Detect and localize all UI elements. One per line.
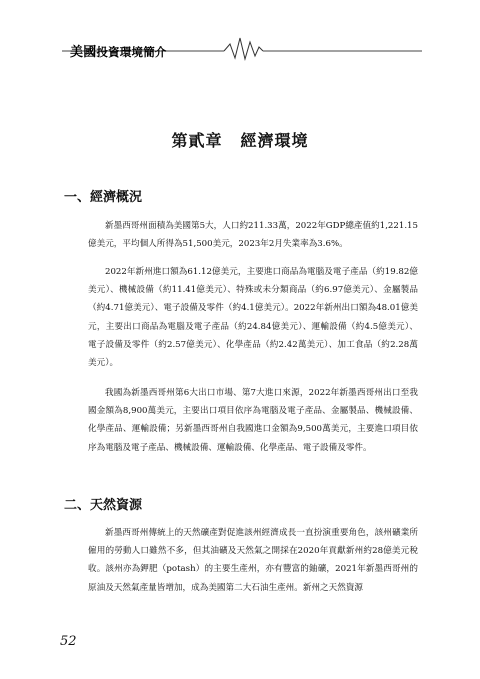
header-title-rest: 投資環境簡介	[96, 45, 167, 59]
header-title-main: 美國	[70, 45, 97, 60]
chapter-name: 經濟環境	[240, 131, 309, 150]
chapter-number: 第貳章	[171, 131, 223, 150]
paragraph-taiwan-trade: 我國為新墨西哥州第6大出口市場、第7大進口來源，2022年新墨西哥州出口至我國金額為8,900萬美元，主要出口項目依序為電腦及電子產品、金屬製品、機械設備、化學產品、運輸設備；另新墨西哥州自我國進口金額為9,500萬美元，主要進口項目依序為電腦及電子產品、機械設備、運輸設備、化學產品、電子設備及零件。	[88, 388, 418, 453]
chapter-title	[0, 128, 480, 151]
paragraph-trade: 2022年新州進口額為61.12億美元，主要進口商品為電腦及電子產品（約19.82億美元）、機械設備（約11.41億美元）、特殊或未分類商品（約6.97億美元）、金屬製品（約4.71億美元）、電子設備及零件（約4.1億美元）。2022年新州出口額為48.01億美元，主要出口商品為電腦及電子產品（約24.84億美元）、運輸設備（約4.5億美元）、電子設備及零件（約2.57億美元）、化學產品（約2.42萬美元）、加工食品（約2.28萬美元）。	[88, 267, 418, 369]
header-title	[70, 41, 167, 60]
running-header	[62, 32, 422, 62]
paragraph-natural-resources: 新墨西哥州傳統上的天然礦產對促進該州經濟成長一直扮演重要角色，該州礦業所僱用的勞動人口雖然不多，但其油礦及天然氣之開採在2020年貢獻新州約28億美元稅收。該州亦為鉀肥（potash）的主要生產州，亦有豐富的鈾礦，2021年新墨西哥州的原油及天然氣產量皆增加，成為美國第二大石油生產州。新州之天然資源	[88, 528, 418, 593]
paragraph-economy-overview: 新墨西哥州面積為美國第5大，人口約211.33萬，2022年GDP總產值約1,221.15億美元，平均個人所得為51,500美元，2023年2月失業率為3.6%。	[88, 221, 418, 250]
section-heading-economy: 一、經濟概況	[64, 190, 143, 205]
page-number: 52	[60, 634, 77, 649]
section-heading-natural-resources: 二、天然資源	[64, 498, 143, 513]
